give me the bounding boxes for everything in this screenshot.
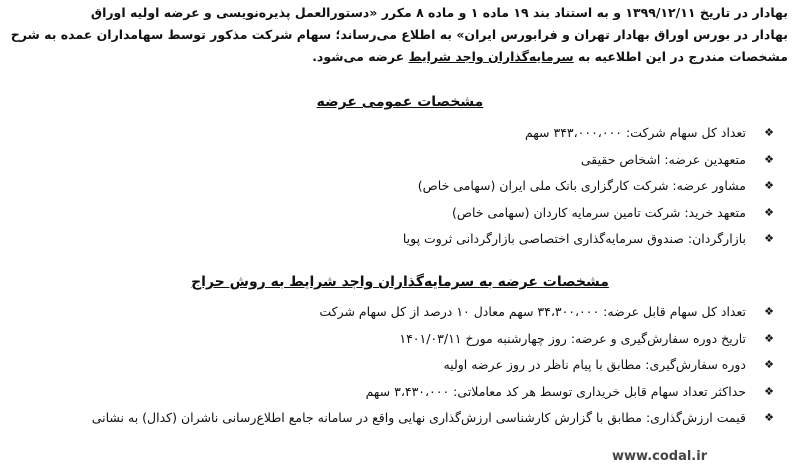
- diamond-bullet-icon: ❖: [764, 411, 774, 424]
- list-item: [8, 299, 776, 326]
- list-item-text: متعهدین عرضه: اشخاص حقیقی: [580, 151, 746, 167]
- general-heading: [0, 94, 800, 110]
- diamond-bullet-icon: ❖: [764, 232, 774, 245]
- diamond-bullet-icon: ❖: [764, 305, 774, 318]
- diamond-bullet-icon: ❖: [764, 179, 774, 192]
- auction-heading: [0, 274, 800, 290]
- list-item-text: تاریخ دوره سفارش‌گیری و عرضه: روز چهارشنبه مورخ ۱۴۰۱/۰۳/۱۱: [399, 330, 746, 346]
- intro-paragraph: [6, 2, 788, 68]
- intro-line-3: [6, 46, 788, 68]
- intro-line-3-post: عرضه می‌شود.: [312, 49, 405, 64]
- intro-line-3-underlined: سرمایه‌گذاران واجد شرایط: [408, 49, 574, 64]
- auction-heading-text: مشخصات عرضه به سرمایه‌گذاران واجد شرایط به روش حراج: [191, 274, 609, 290]
- list-item-text: متعهد خرید: شرکت تامین سرمایه کاردان (سهامی خاص): [451, 204, 746, 220]
- list-item: [8, 120, 776, 147]
- list-item: [8, 226, 776, 253]
- diamond-bullet-icon: ❖: [764, 331, 774, 345]
- list-item-text: حداکثر تعداد سهام قابل خریداری توسط هر کد معاملاتی: ۳،۴۳۰،۰۰۰ سهم: [365, 383, 746, 399]
- list-item: [8, 352, 776, 379]
- diamond-bullet-icon: ❖: [764, 205, 774, 219]
- list-item: [8, 173, 776, 200]
- list-item: [8, 405, 776, 432]
- list-item: [8, 326, 776, 353]
- list-item-text: بازارگردان: صندوق سرمایه‌گذاری اختصاصی بازارگردانی ثروت پویا: [402, 231, 746, 246]
- list-item-text: قیمت ارزش‌گذاری: مطابق با گزارش کارشناسی ارزش‌گذاری نهایی واقع در سامانه جامع اطلاع‌رسانی ناشران (کدال) به نشانی: [91, 410, 746, 425]
- diamond-bullet-icon: ❖: [764, 126, 774, 139]
- list-item: [8, 147, 776, 174]
- general-heading-text: مشخصات عمومی عرضه: [316, 94, 484, 110]
- auction-list: [8, 299, 776, 432]
- list-item: [8, 379, 776, 406]
- list-item: [8, 200, 776, 227]
- list-item-text: مشاور عرضه: شرکت کارگزاری بانک ملی ایران (سهامی خاص): [417, 178, 746, 193]
- intro-line-1: بهادار در تاریخ ۱۳۹۹/۱۲/۱۱ و به استناد بند ۱۹ ماده ۱ و ماده ۸ مکرر «دستورالعمل پذیره‌نویسی و عرضه اولیه اوراق: [90, 5, 788, 20]
- list-item-text: دوره سفارش‌گیری: مطابق با پیام ناظر در روز عرضه اولیه: [443, 357, 746, 372]
- list-item-text: تعداد کل سهام شرکت: ۳۴۳،۰۰۰،۰۰۰ سهم: [524, 125, 746, 140]
- diamond-bullet-icon: ❖: [764, 358, 774, 371]
- intro-line-3-pre: مشخصات مندرج در این اطلاعیه به: [578, 49, 788, 64]
- diamond-bullet-icon: ❖: [764, 384, 774, 398]
- general-list: [8, 120, 776, 253]
- codal-link[interactable]: www.codal.ir: [612, 449, 708, 464]
- intro-line-2: بهادار در بورس اوراق بهادار تهران و فرابورس ایران» به اطلاع می‌رساند؛ سهام شرکت مذکور توسط سهامداران عمده به شرح: [10, 27, 788, 42]
- list-item-text: تعداد کل سهام قابل عرضه: ۳۴،۳۰۰،۰۰۰ سهم معادل ۱۰ درصد از کل سهام شرکت: [319, 304, 746, 319]
- diamond-bullet-icon: ❖: [764, 152, 774, 166]
